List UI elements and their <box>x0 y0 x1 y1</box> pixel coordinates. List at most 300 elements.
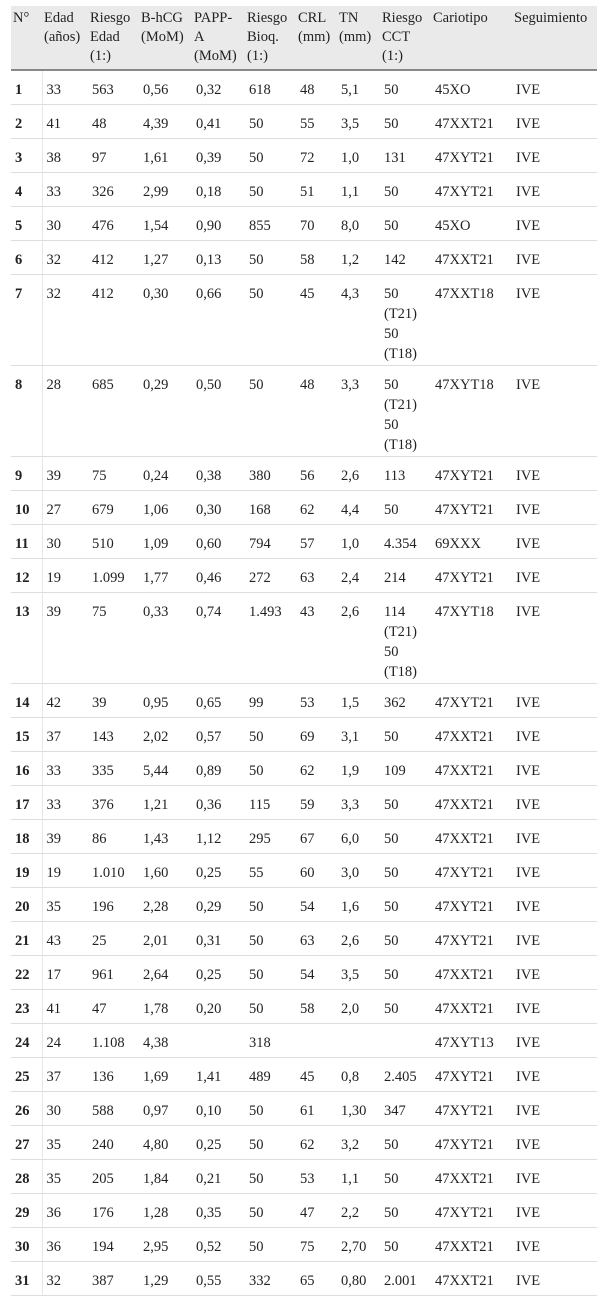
row-number-cell: 25 <box>11 1058 42 1092</box>
table-cell: 1,54 <box>139 207 192 241</box>
table-cell: 47XYT21 <box>431 1092 512 1126</box>
table-row <box>11 1024 597 1058</box>
table-cell: 0,95 <box>139 684 192 718</box>
table-cell: 47XYT21 <box>431 491 512 525</box>
table-cell: IVE <box>512 786 597 820</box>
column-header-line: (1:) <box>90 48 111 64</box>
table-cell: 17 <box>42 956 88 990</box>
table-cell: 0,36 <box>192 786 245 820</box>
table-cell: 4,39 <box>139 105 192 139</box>
row-number-cell: 5 <box>11 207 42 241</box>
table-cell: 62 <box>296 1126 337 1160</box>
table-cell: 240 <box>88 1126 139 1160</box>
table-cell: 2,70 <box>337 1228 380 1262</box>
table-cell: 50 <box>245 1194 296 1228</box>
row-number-cell: 6 <box>11 241 42 275</box>
table-cell: 4,38 <box>139 1024 192 1058</box>
table-cell: 176 <box>88 1194 139 1228</box>
table-cell: 387 <box>88 1262 139 1296</box>
table-cell: 0,35 <box>192 1194 245 1228</box>
table-cell: 37 <box>42 1058 88 1092</box>
table-cell: 54 <box>296 888 337 922</box>
column-header-line: TN <box>339 10 359 26</box>
column-header-line: (mm) <box>339 29 372 45</box>
table-cell: 3,5 <box>337 105 380 139</box>
table-cell: 55 <box>296 105 337 139</box>
table-cell: 0,46 <box>192 559 245 593</box>
table-cell: 1,5 <box>337 684 380 718</box>
table-cell: 0,80 <box>337 1262 380 1296</box>
row-number-cell: 8 <box>11 366 42 457</box>
table-cell: 563 <box>88 70 139 105</box>
table-cell: 679 <box>88 491 139 525</box>
table-cell: IVE <box>512 491 597 525</box>
table-cell: 59 <box>296 786 337 820</box>
column-header-line: Edad <box>90 29 120 45</box>
table-cell: 62 <box>296 491 337 525</box>
table-cell: IVE <box>512 752 597 786</box>
table-cell: 50 <box>380 1160 431 1194</box>
table-cell: 47XYT21 <box>431 1058 512 1092</box>
table-cell: 588 <box>88 1092 139 1126</box>
table-cell: 4,4 <box>337 491 380 525</box>
table-cell <box>337 1024 380 1058</box>
table-cell: 1,41 <box>192 1058 245 1092</box>
table-cell: 0,38 <box>192 457 245 491</box>
table-cell: 47XYT18 <box>431 593 512 684</box>
table-cell: IVE <box>512 684 597 718</box>
table-cell: 62 <box>296 752 337 786</box>
table-cell: 1,27 <box>139 241 192 275</box>
table-cell: 69XXX <box>431 525 512 559</box>
table-cell: 58 <box>296 990 337 1024</box>
table-cell: 50 <box>245 718 296 752</box>
table-cell: 0,10 <box>192 1092 245 1126</box>
table-cell: IVE <box>512 139 597 173</box>
table-cell: 0,18 <box>192 173 245 207</box>
table-cell: 47XYT18 <box>431 366 512 457</box>
table-row <box>11 820 597 854</box>
table-cell: 67 <box>296 820 337 854</box>
table-cell: 2,0 <box>337 990 380 1024</box>
table-cell: 50 <box>245 956 296 990</box>
table-cell: 45 <box>296 1058 337 1092</box>
table-cell: 0,33 <box>139 593 192 684</box>
table-cell: 47XXT21 <box>431 752 512 786</box>
table-cell: 50 <box>380 491 431 525</box>
table-cell: 0,65 <box>192 684 245 718</box>
table-cell: 50 <box>380 820 431 854</box>
table-cell: 1,77 <box>139 559 192 593</box>
table-cell: 2,6 <box>337 593 380 684</box>
table-cell: 4,3 <box>337 275 380 366</box>
table-cell: 50 <box>245 366 296 457</box>
column-header <box>296 6 337 70</box>
table-cell: IVE <box>512 241 597 275</box>
table-cell: 1,6 <box>337 888 380 922</box>
table-cell: 41 <box>42 105 88 139</box>
table-cell: 35 <box>42 1160 88 1194</box>
table-cell: 0,25 <box>192 1126 245 1160</box>
row-number-cell: 27 <box>11 1126 42 1160</box>
table-cell: 47XYT21 <box>431 684 512 718</box>
table-cell: IVE <box>512 990 597 1024</box>
row-number-cell: 28 <box>11 1160 42 1194</box>
table-cell: 380 <box>245 457 296 491</box>
table-cell: 33 <box>42 786 88 820</box>
table-cell: 50 <box>380 105 431 139</box>
column-header <box>337 6 380 70</box>
table-cell: 2,2 <box>337 1194 380 1228</box>
table-cell: 412 <box>88 241 139 275</box>
row-number-cell: 7 <box>11 275 42 366</box>
table-cell: 1,1 <box>337 173 380 207</box>
table-cell: 1,84 <box>139 1160 192 1194</box>
table-cell: 48 <box>296 70 337 105</box>
table-cell <box>296 1024 337 1058</box>
table-cell: 53 <box>296 684 337 718</box>
table-cell: 196 <box>88 888 139 922</box>
table-cell: 50 <box>380 207 431 241</box>
table-cell: 1,30 <box>337 1092 380 1126</box>
table-cell: 136 <box>88 1058 139 1092</box>
table-cell <box>192 1024 245 1058</box>
table-cell: 0,57 <box>192 718 245 752</box>
column-header <box>380 6 431 70</box>
table-cell: 37 <box>42 718 88 752</box>
table-cell: 99 <box>245 684 296 718</box>
column-header <box>88 6 139 70</box>
table-cell: 5,44 <box>139 752 192 786</box>
table-cell: 0,89 <box>192 752 245 786</box>
table-cell: 75 <box>88 457 139 491</box>
column-header-line: (MoM) <box>194 48 237 64</box>
table-cell: 2,95 <box>139 1228 192 1262</box>
table-row <box>11 491 597 525</box>
table-row <box>11 207 597 241</box>
table-cell: 39 <box>42 593 88 684</box>
table-cell: 2,01 <box>139 922 192 956</box>
row-number-cell: 12 <box>11 559 42 593</box>
column-header-line: A <box>194 29 205 45</box>
table-cell: 295 <box>245 820 296 854</box>
row-number-cell: 9 <box>11 457 42 491</box>
table-cell: IVE <box>512 275 597 366</box>
table-cell: IVE <box>512 1228 597 1262</box>
table-container <box>11 6 597 1296</box>
table-cell: 50 <box>380 888 431 922</box>
table-cell: 4.354 <box>380 525 431 559</box>
table-row <box>11 559 597 593</box>
row-number-cell: 2 <box>11 105 42 139</box>
table-cell: 362 <box>380 684 431 718</box>
table-cell: 0,55 <box>192 1262 245 1296</box>
table-cell: 318 <box>245 1024 296 1058</box>
table-cell: 272 <box>245 559 296 593</box>
table-cell: 131 <box>380 139 431 173</box>
table-cell: 28 <box>42 366 88 457</box>
table-cell: 2,4 <box>337 559 380 593</box>
table-cell: 32 <box>42 1262 88 1296</box>
table-cell: 50 <box>380 718 431 752</box>
table-cell: 2,99 <box>139 173 192 207</box>
table-cell: 5,1 <box>337 70 380 105</box>
table-cell: 794 <box>245 525 296 559</box>
table-cell: 1,06 <box>139 491 192 525</box>
table-cell: 50 <box>380 922 431 956</box>
column-header <box>192 6 245 70</box>
row-number-cell: 23 <box>11 990 42 1024</box>
row-number-cell: 20 <box>11 888 42 922</box>
table-cell: 3,2 <box>337 1126 380 1160</box>
table-row <box>11 1126 597 1160</box>
table-cell: 1,09 <box>139 525 192 559</box>
table-cell: 0,66 <box>192 275 245 366</box>
column-header-line: Edad <box>44 10 74 26</box>
table-row <box>11 173 597 207</box>
table-cell: 0,24 <box>139 457 192 491</box>
row-number-cell: 11 <box>11 525 42 559</box>
table-cell: 48 <box>296 366 337 457</box>
table-cell: 8,0 <box>337 207 380 241</box>
table-row <box>11 525 597 559</box>
table-cell: 50 <box>245 1092 296 1126</box>
table-header-row <box>11 6 597 70</box>
table-cell: 47XXT21 <box>431 1160 512 1194</box>
table-cell: 32 <box>42 241 88 275</box>
table-cell: 60 <box>296 854 337 888</box>
table-cell: 143 <box>88 718 139 752</box>
table-cell: 50 <box>380 854 431 888</box>
table-cell: IVE <box>512 854 597 888</box>
row-number-cell: 29 <box>11 1194 42 1228</box>
column-header-line: Riesgo <box>382 10 423 26</box>
table-cell: 961 <box>88 956 139 990</box>
column-header <box>512 6 597 70</box>
table-cell: 27 <box>42 491 88 525</box>
table-cell: 19 <box>42 559 88 593</box>
table-cell: 1,29 <box>139 1262 192 1296</box>
table-cell: 47XYT13 <box>431 1024 512 1058</box>
table-cell: 43 <box>296 593 337 684</box>
table-cell: 1,12 <box>192 820 245 854</box>
table-cell: 47XXT21 <box>431 820 512 854</box>
table-cell: 1.099 <box>88 559 139 593</box>
table-cell: 33 <box>42 173 88 207</box>
table-cell: 50 <box>245 1160 296 1194</box>
table-cell: 39 <box>42 457 88 491</box>
table-cell: 47XXT21 <box>431 990 512 1024</box>
table-cell: 0,25 <box>192 854 245 888</box>
table-cell: IVE <box>512 1160 597 1194</box>
table-cell: 70 <box>296 207 337 241</box>
table-cell: 47XYT21 <box>431 1194 512 1228</box>
table-cell: 855 <box>245 207 296 241</box>
table-cell: 47XYT21 <box>431 457 512 491</box>
table-cell: IVE <box>512 718 597 752</box>
table-cell: 0,30 <box>192 491 245 525</box>
table-cell: 33 <box>42 70 88 105</box>
table-cell: 36 <box>42 1228 88 1262</box>
table-cell: 0,50 <box>192 366 245 457</box>
table-cell: 0,52 <box>192 1228 245 1262</box>
table-cell: 2,64 <box>139 956 192 990</box>
table-cell: 0,20 <box>192 990 245 1024</box>
table-cell: 58 <box>296 241 337 275</box>
row-number-cell: 13 <box>11 593 42 684</box>
table-cell: 332 <box>245 1262 296 1296</box>
table-cell: IVE <box>512 173 597 207</box>
table-cell: 510 <box>88 525 139 559</box>
table-cell: 30 <box>42 1092 88 1126</box>
table-cell: 45 <box>296 275 337 366</box>
table-cell: IVE <box>512 1058 597 1092</box>
table-cell: 2,6 <box>337 922 380 956</box>
table-cell: 0,97 <box>139 1092 192 1126</box>
column-header-line: Bioq. <box>247 29 279 45</box>
column-header-line: B-hCG <box>141 10 183 26</box>
table-cell: 618 <box>245 70 296 105</box>
column-header-line: Riesgo <box>90 10 131 26</box>
table-cell: 2,28 <box>139 888 192 922</box>
table-cell: 115 <box>245 786 296 820</box>
table-cell: 45XO <box>431 207 512 241</box>
table-cell: 50 <box>380 956 431 990</box>
table-cell: 50 (T21) 50 (T18) <box>380 366 431 457</box>
table-cell: 53 <box>296 1160 337 1194</box>
table-cell: 97 <box>88 139 139 173</box>
table-cell: 35 <box>42 1126 88 1160</box>
table-cell: 30 <box>42 207 88 241</box>
data-table <box>11 6 597 1296</box>
table-cell: 50 (T21) 50 (T18) <box>380 275 431 366</box>
table-cell: 50 <box>245 1126 296 1160</box>
table-cell: 47 <box>88 990 139 1024</box>
table-cell: 3,0 <box>337 854 380 888</box>
table-cell: 1,2 <box>337 241 380 275</box>
table-cell: 50 <box>245 752 296 786</box>
table-cell: 19 <box>42 854 88 888</box>
table-cell: 48 <box>88 105 139 139</box>
table-cell: 50 <box>380 1228 431 1262</box>
row-number-cell: 21 <box>11 922 42 956</box>
table-cell: 0,31 <box>192 922 245 956</box>
row-number-cell: 31 <box>11 1262 42 1296</box>
table-cell: 335 <box>88 752 139 786</box>
table-row <box>11 956 597 990</box>
table-cell: 1,78 <box>139 990 192 1024</box>
table-cell: 32 <box>42 275 88 366</box>
table-cell: 3,3 <box>337 366 380 457</box>
table-cell: 47XXT21 <box>431 1262 512 1296</box>
row-number-cell: 14 <box>11 684 42 718</box>
table-cell: 50 <box>245 275 296 366</box>
table-cell: 54 <box>296 956 337 990</box>
table-row <box>11 70 597 105</box>
table-cell: IVE <box>512 366 597 457</box>
table-cell: 50 <box>245 922 296 956</box>
table-cell: 47XXT21 <box>431 718 512 752</box>
table-cell: 0,32 <box>192 70 245 105</box>
table-cell: 1.010 <box>88 854 139 888</box>
table-cell: 168 <box>245 491 296 525</box>
table-cell: 38 <box>42 139 88 173</box>
table-cell: 6,0 <box>337 820 380 854</box>
table-cell: 50 <box>245 1228 296 1262</box>
table-cell: 50 <box>245 139 296 173</box>
table-row <box>11 1194 597 1228</box>
row-number-cell: 10 <box>11 491 42 525</box>
table-row <box>11 139 597 173</box>
column-header-line: (1:) <box>382 48 403 64</box>
table-cell: 50 <box>245 990 296 1024</box>
table-cell: 1,0 <box>337 139 380 173</box>
table-cell: 55 <box>245 854 296 888</box>
table-cell: 75 <box>88 593 139 684</box>
column-header <box>11 6 42 70</box>
table-cell: 47XYT21 <box>431 139 512 173</box>
table-cell: IVE <box>512 525 597 559</box>
table-cell: 47XYT21 <box>431 173 512 207</box>
table-cell: 45XO <box>431 70 512 105</box>
table-row <box>11 105 597 139</box>
table-cell: 2,6 <box>337 457 380 491</box>
table-cell: 50 <box>380 990 431 1024</box>
table-cell: 47XYT21 <box>431 888 512 922</box>
table-cell: 1,28 <box>139 1194 192 1228</box>
table-cell: 0,8 <box>337 1058 380 1092</box>
table-cell: IVE <box>512 1126 597 1160</box>
table-cell: 109 <box>380 752 431 786</box>
column-header-line: CCT <box>382 29 411 45</box>
column-header-line: N° <box>13 10 30 26</box>
table-cell: 75 <box>296 1228 337 1262</box>
table-cell: 36 <box>42 1194 88 1228</box>
row-number-cell: 15 <box>11 718 42 752</box>
table-cell: 86 <box>88 820 139 854</box>
table-cell: 0,90 <box>192 207 245 241</box>
table-cell: 50 <box>245 888 296 922</box>
table-cell: 0,41 <box>192 105 245 139</box>
table-cell: 1.493 <box>245 593 296 684</box>
table-cell: 1,43 <box>139 820 192 854</box>
table-cell: 0,56 <box>139 70 192 105</box>
table-cell: 50 <box>380 1194 431 1228</box>
table-cell: 2.405 <box>380 1058 431 1092</box>
table-row <box>11 366 597 457</box>
table-cell: IVE <box>512 922 597 956</box>
table-cell: 56 <box>296 457 337 491</box>
table-cell: 50 <box>245 241 296 275</box>
table-cell: IVE <box>512 70 597 105</box>
table-cell: 47XXT21 <box>431 241 512 275</box>
table-cell: 412 <box>88 275 139 366</box>
table-body <box>11 70 597 1296</box>
table-cell: 1,9 <box>337 752 380 786</box>
table-cell: 0,21 <box>192 1160 245 1194</box>
row-number-cell: 30 <box>11 1228 42 1262</box>
table-cell: 1,1 <box>337 1160 380 1194</box>
table-cell: 47XXT18 <box>431 275 512 366</box>
column-header-line: Riesgo <box>247 10 288 26</box>
row-number-cell: 26 <box>11 1092 42 1126</box>
table-cell: 1,60 <box>139 854 192 888</box>
row-number-cell: 4 <box>11 173 42 207</box>
row-number-cell: 3 <box>11 139 42 173</box>
table-cell: 194 <box>88 1228 139 1262</box>
table-cell: 33 <box>42 752 88 786</box>
table-cell: 0,29 <box>192 888 245 922</box>
